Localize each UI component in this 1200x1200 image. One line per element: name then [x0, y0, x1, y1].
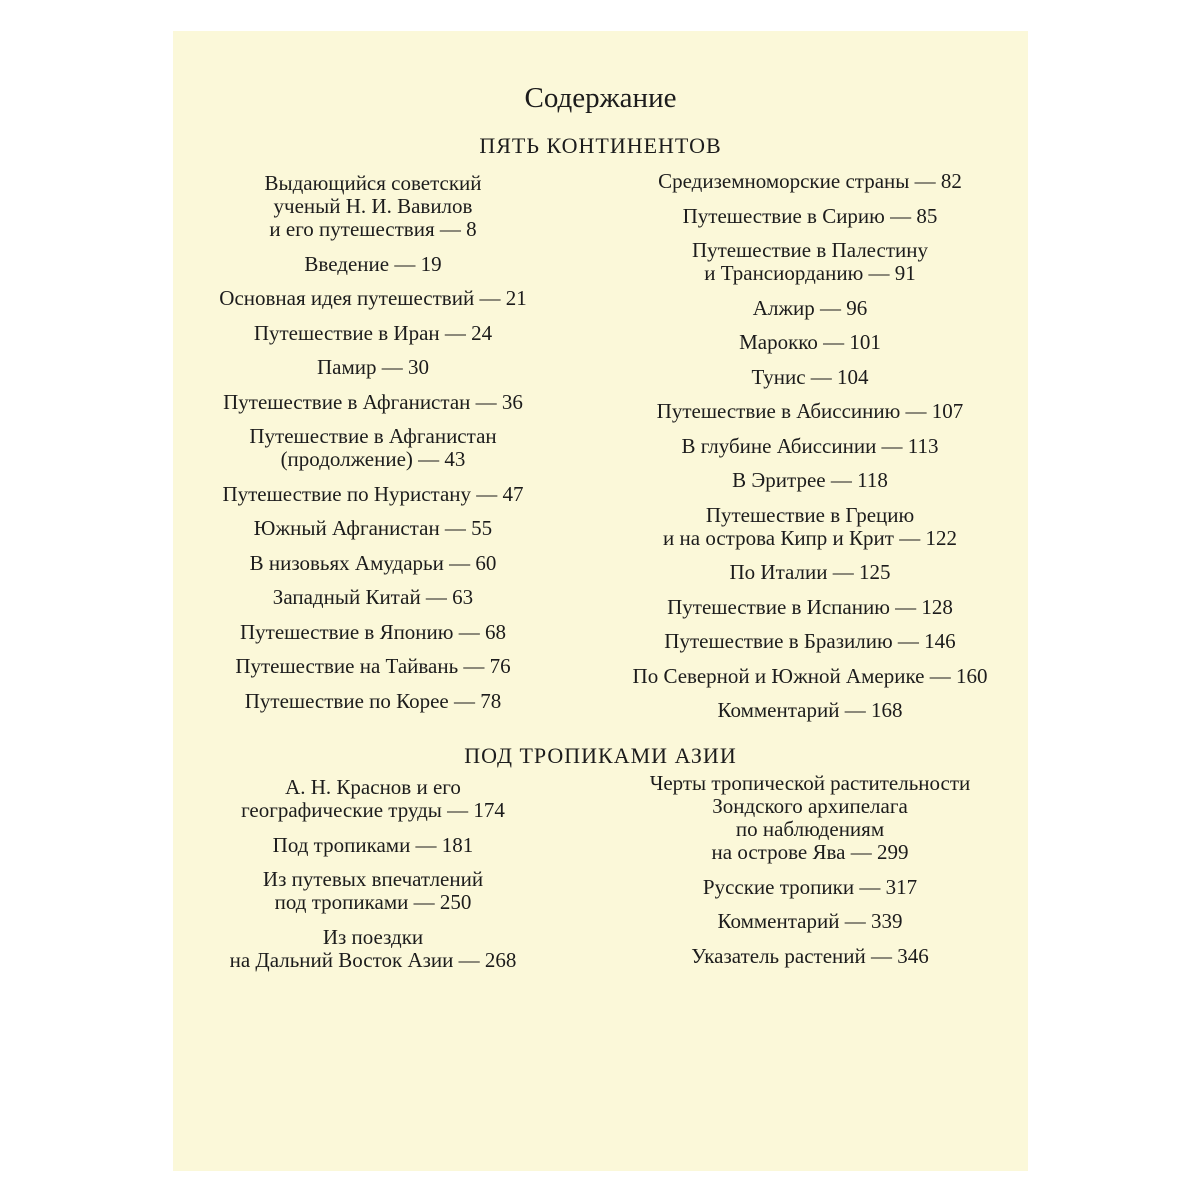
toc-entry: В низовьях Амударьи — 60 [249, 550, 497, 575]
toc-entry: По Северной и Южной Америке — 160 [632, 663, 988, 688]
toc-entry: Под тропиками — 181 [272, 832, 474, 857]
toc-entry: Черты тропической растительности Зондского архипелага по наблюдениям на острове Ява — 299 [649, 771, 971, 864]
toc-entry: Основная идея путешествий — 21 [219, 286, 527, 310]
toc-column-right [601, 772, 1019, 968]
toc-entry: А. Н. Краснов и его географические труды — 174 [241, 775, 505, 822]
toc-column-left [190, 172, 556, 713]
toc-entry: Памир — 30 [316, 355, 429, 379]
toc-entry: Путешествие в Иран — 24 [253, 320, 493, 345]
toc-entry: Марокко — 101 [739, 330, 881, 354]
toc-entry: Путешествие в Грецию и на острова Кипр и Крит — 122 [663, 502, 957, 550]
toc-entry: Путешествие в Испанию — 128 [667, 594, 953, 619]
toc-entry: Путешествие в Афганистан (продолжение) — 43 [249, 424, 497, 471]
section-heading-continents: ПЯТЬ КОНТИНЕНТОВ [479, 133, 722, 158]
page-title: Содержание [524, 82, 677, 114]
toc-entry: Путешествие на Тайвань — 76 [235, 654, 511, 678]
toc-column-left [190, 776, 556, 972]
toc-entry: В Эритрее — 118 [732, 468, 888, 492]
toc-entry: Путешествие в Сирию — 85 [682, 203, 938, 228]
toc-entry: Путешествие по Корее — 78 [244, 688, 502, 713]
toc-entry: Путешествие в Афганистан — 36 [223, 389, 523, 414]
toc-entry: Средиземноморские страны — 82 [658, 169, 962, 193]
toc-entry: Русские тропики — 317 [702, 874, 918, 899]
toc-entry: Путешествие в Абиссинию — 107 [656, 399, 964, 423]
book-page [173, 31, 1028, 1171]
toc-entry: Западный Китай — 63 [272, 585, 474, 609]
toc-entry: Южный Афганистан — 55 [253, 516, 493, 540]
toc-entry: Тунис — 104 [751, 364, 869, 389]
toc-entry: Комментарий — 168 [717, 698, 903, 722]
toc-entry: Путешествие по Нуристану — 47 [222, 481, 524, 506]
toc-entry: Путешествие в Палестину и Трансиорданию — 91 [691, 238, 929, 285]
toc-entry: Путешествие в Японию — 68 [240, 619, 506, 644]
toc-entry: Из путевых впечатлений под тропиками — 250 [262, 867, 484, 914]
toc-entry: Введение — 19 [304, 251, 442, 276]
toc-entry: Путешествие в Бразилию — 146 [664, 629, 956, 653]
toc-entry: Комментарий — 339 [717, 909, 903, 933]
toc-entry: По Италии — 125 [729, 560, 891, 584]
toc-entry: В глубине Абиссинии — 113 [681, 433, 939, 458]
toc-entry: Алжир — 96 [752, 295, 868, 320]
toc-column-right [601, 170, 1019, 722]
toc-entry: Выдающийся советский ученый Н. И. Вавилов и его путешествия — 8 [264, 171, 482, 241]
section-heading-tropics: ПОД ТРОПИКАМИ АЗИИ [464, 743, 737, 768]
toc-entry: Указатель растений — 346 [691, 943, 929, 968]
toc-entry: Из поездки на Дальний Восток Азии — 268 [229, 924, 517, 972]
